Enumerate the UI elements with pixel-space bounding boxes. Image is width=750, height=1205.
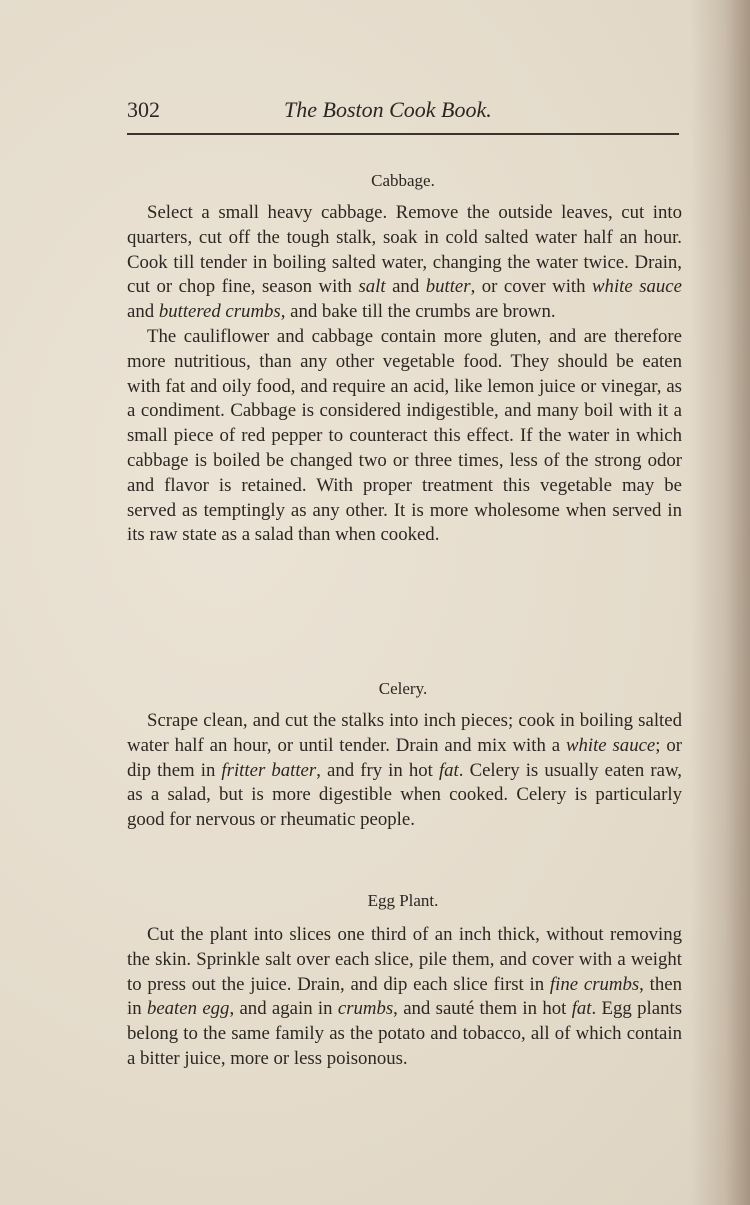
section-heading-celery: Celery. — [378, 679, 428, 698]
text-run: , and sauté them in hot — [393, 998, 572, 1020]
section-body-egg-plant — [127, 923, 682, 1072]
italic-run: crumbs — [337, 998, 394, 1020]
paragraph — [127, 325, 682, 548]
paragraph — [127, 923, 682, 1072]
paragraph — [127, 201, 682, 325]
text-run: , and fry in hot — [316, 759, 439, 781]
running-title: The Boston Cook Book. — [284, 97, 492, 122]
italic-run: fat — [438, 759, 459, 781]
page-header — [127, 92, 679, 132]
text-run: , then in — [127, 973, 682, 1020]
text-run: , or cover with — [470, 276, 593, 298]
section-body-cabbage — [127, 201, 682, 548]
text-run: and — [385, 276, 426, 298]
text-run: , and again in — [229, 998, 338, 1020]
italic-run: fritter batter — [221, 759, 317, 781]
italic-run: beaten egg — [146, 998, 230, 1020]
paragraph — [127, 709, 682, 833]
section-heading-cabbage: Cabbage. — [371, 171, 435, 190]
text-run: Cut the plant into slices one third of an inch thick, without removing the skin. Sprinkle salt over each slice, pile them, and cover with a weight to press out the juice. Drain, and dip each slice first in — [127, 924, 682, 995]
italic-run: fine crumbs — [549, 973, 640, 995]
italic-run: white sauce — [565, 734, 656, 756]
text-run: ; or dip them in — [127, 734, 682, 781]
section-heading-egg-plant: Egg Plant. — [367, 891, 439, 910]
italic-run: white sauce — [592, 276, 682, 298]
italic-run: butter — [425, 276, 471, 298]
page-number: 302 — [127, 97, 160, 122]
text-run: . Egg plants belong to the same family as the potato and tobacco, all of which contain a bitter juice, more or less poisonous. — [127, 998, 682, 1069]
text-run: Scrape clean, and cut the stalks into inch pieces; cook in boiling salted water half an hour, or until tender. Drain and mix with a — [127, 710, 682, 756]
text-run: , and bake till the crumbs are brown. — [280, 301, 556, 323]
italic-run: buttered crumbs — [158, 301, 281, 323]
text-run: The cauliflower and cabbage contain more gluten, and are therefore more nutritious, than any other vegetable food. They should be eaten with fat and oily food, and require an acid, like lemon juice or vinegar, as a condiment. Cabbage is considered indigestible, and many boil with it a small piece of red pepper to counteract this effect. If the water in which cabbage is boiled be changed two or three times, less of the strong odor and flavor is retained. With proper treatment this vegetable may be served as temptingly as any other. It is more wholesome when served in its raw state as a salad than when cooked. — [127, 325, 682, 546]
italic-run: fat — [571, 998, 592, 1020]
header-rule — [127, 133, 679, 135]
text-run: Select a small heavy cabbage. Remove the outside leaves, cut into quarters, cut off the tough stalk, soak in cold salted water half an hour. Cook till tender in boiling salted water, changing the water twice. Drain, cut or chop fine, season with — [127, 202, 682, 298]
italic-run: salt — [358, 276, 386, 298]
text-run: . Celery is usually eaten raw, as a salad, but is more digestible when cooked. Celery is particularly good for nervous or rheumatic people. — [127, 759, 682, 831]
text-run: and — [127, 301, 159, 323]
section-body-celery — [127, 709, 682, 833]
